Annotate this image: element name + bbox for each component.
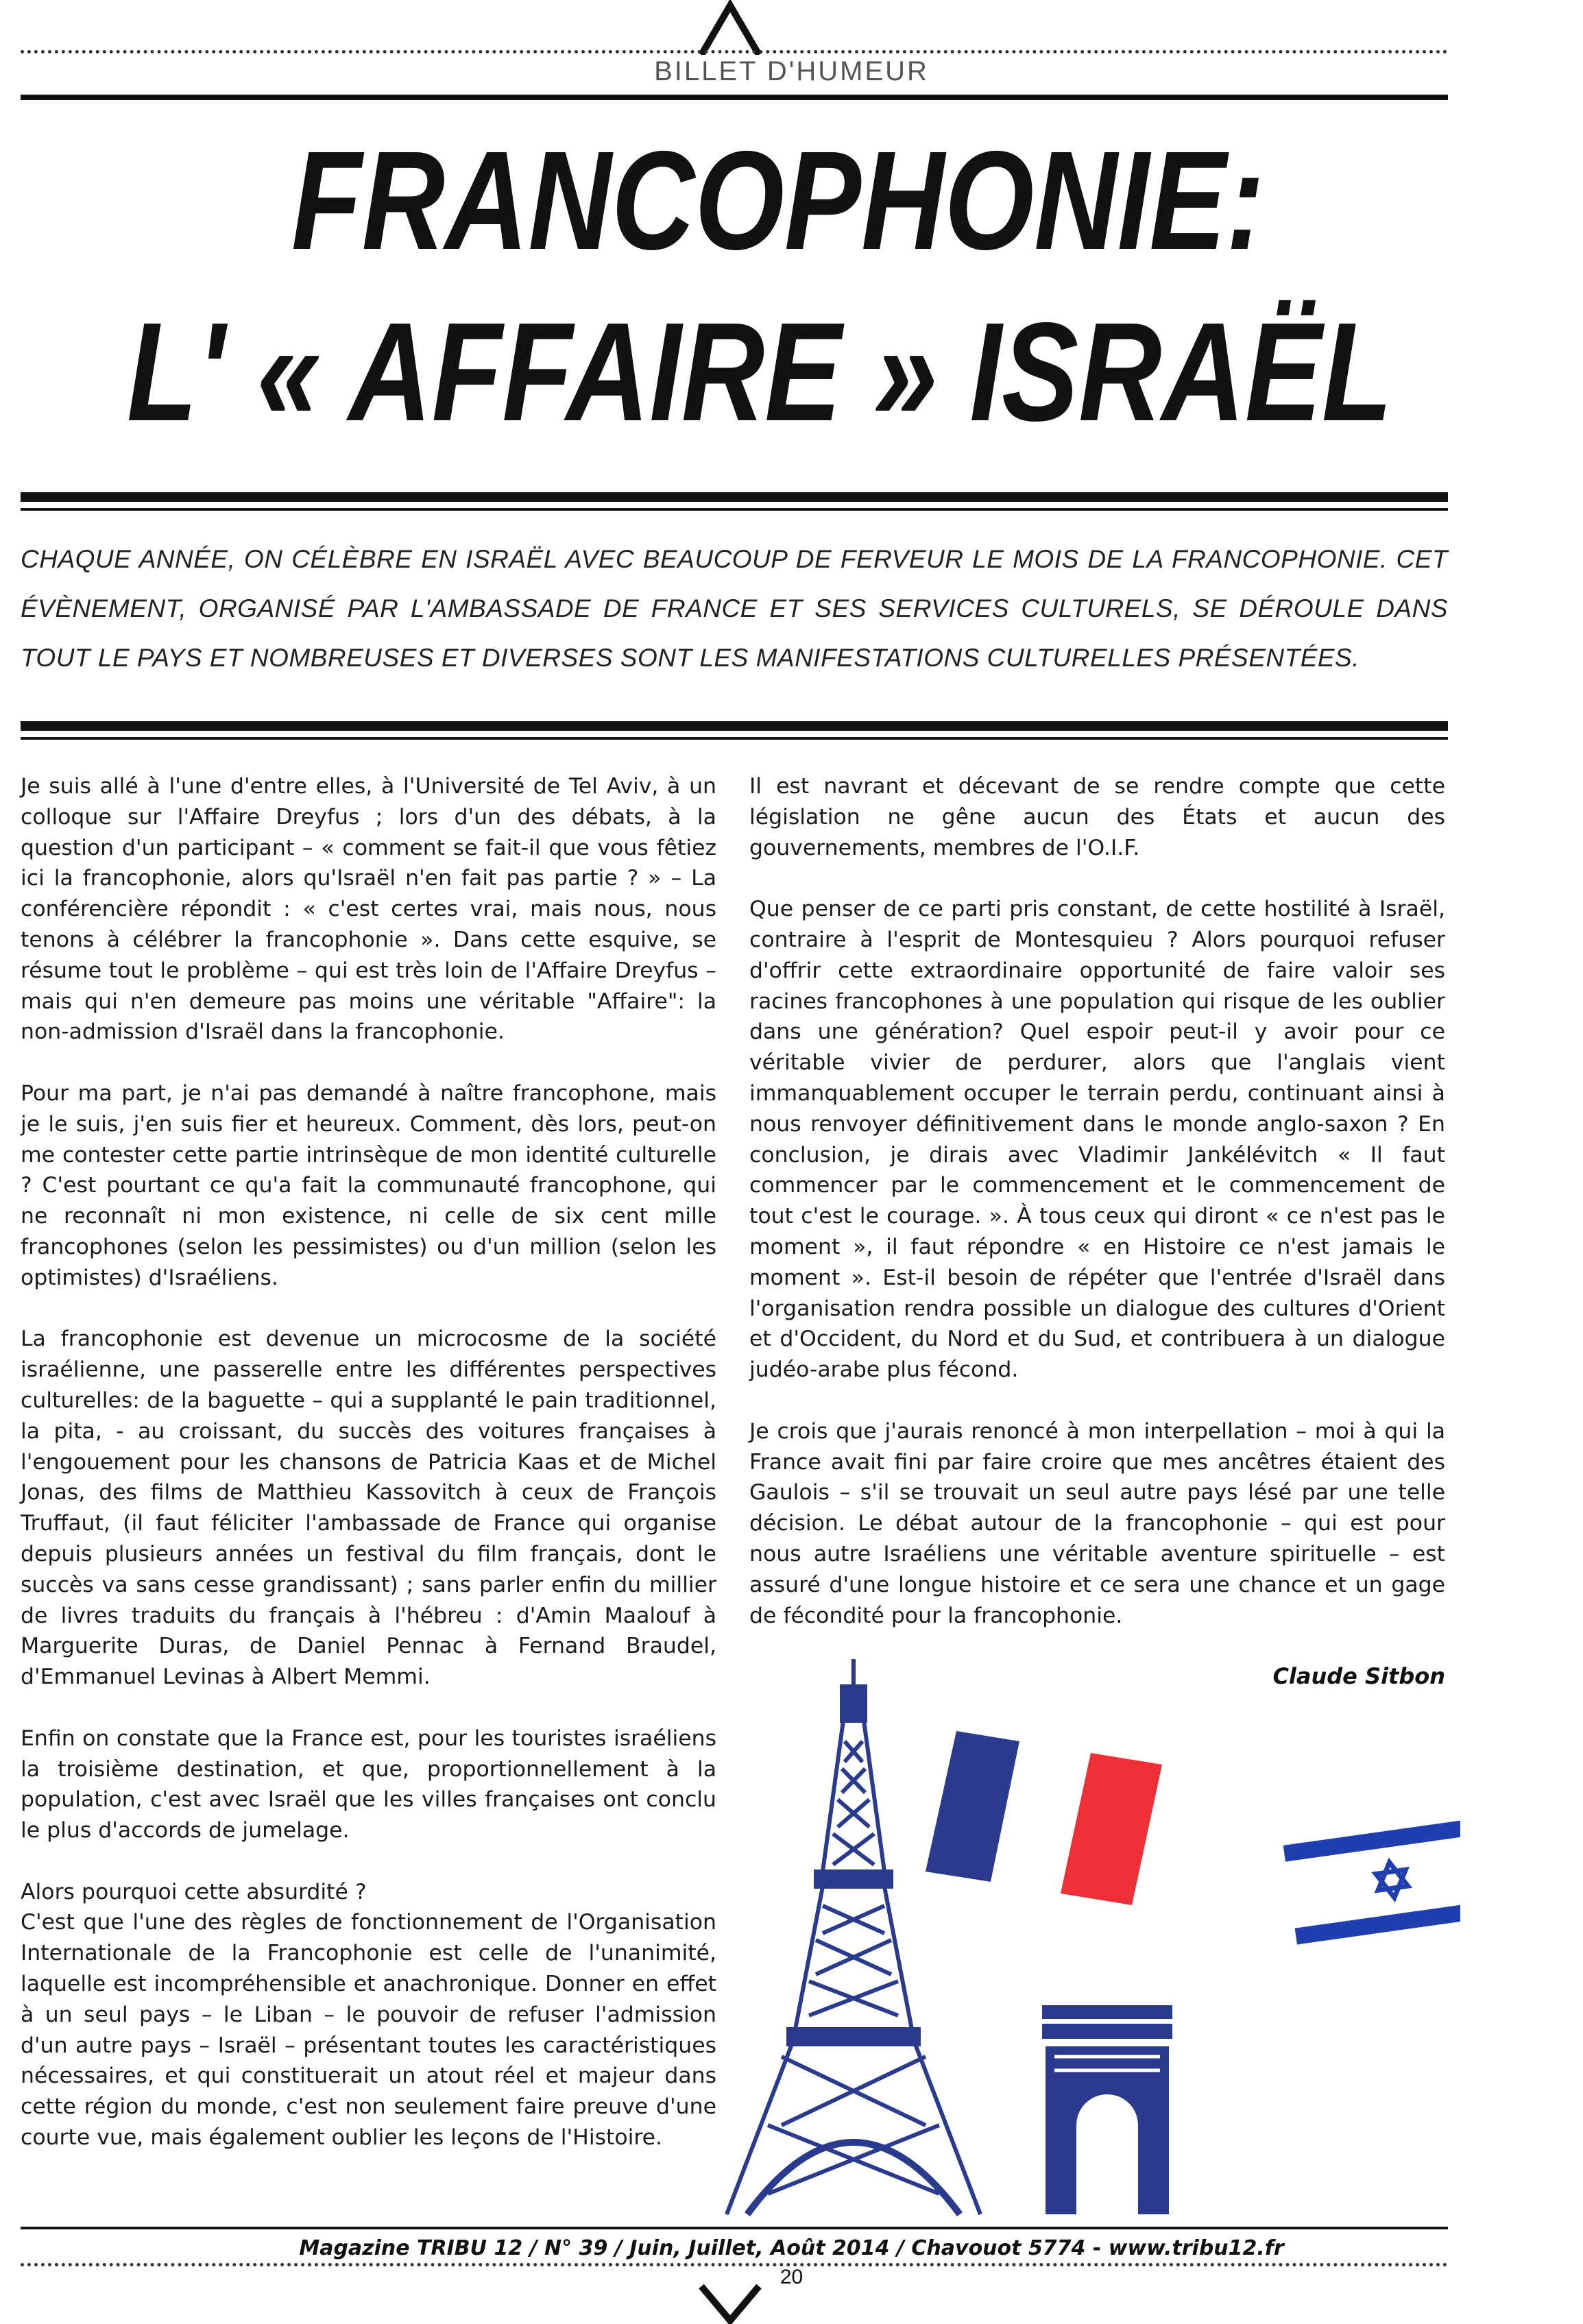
headline-line-1: FRANCOPHONIE:	[291, 122, 1265, 279]
headline-line-2: L' « AFFAIRE » ISRAËL	[127, 293, 1392, 450]
illustration	[720, 1645, 1460, 2228]
body-paragraph-question: Alors pourquoi cette absurdité ?	[21, 1879, 367, 1904]
body-paragraph: Je crois que j'aurais renoncé à mon interpellation – moi à qui la France avait fini par faire croire que mes ancêtres étaient des Gaulois – s'il se trouvait un seul autre pays lésé par une telle décision. Le débat autour de la francophonie – qui est pour nous autre Israéliens une véritable aventure spirituelle – est assuré d'une longue histoire et ce sera une chance et un gage de fécondité pour la francophonie.	[749, 1418, 1445, 1628]
israeli-flag-icon	[1282, 1808, 1460, 1952]
body-column-left	[21, 771, 716, 2184]
headline-rule-thick	[21, 492, 1448, 502]
headline-rule-thin	[21, 508, 1448, 511]
author-signature: Claude Sitbon	[1272, 1663, 1445, 1689]
lead-rule-thick	[21, 721, 1448, 731]
page-number: 20	[780, 2266, 803, 2288]
lead-paragraph: CHAQUE ANNÉE, ON CÉLÈBRE EN ISRAËL AVEC BEAUCOUP DE FERVEUR LE MOIS DE LA FRANCOPHONIE. CET ÉVÈNEMENT, ORGANISÉ PAR L'AMBASSADE DE FRANCE ET SES SERVICES CULTURELS, SE DÉROULE DANS TOUT LE PAYS ET NOMBREUSES ET DIVERSES SONT LES MANIFESTATIONS CULTURELLES PRÉSENTÉES.	[21, 545, 1448, 672]
french-flag-icon	[926, 1731, 1162, 1905]
body-paragraph: La francophonie est devenue un microcosme de la société israélienne, une passerelle entre les différentes perspectives culturelles: de la baguette – qui a supplanté le pain traditionnel, la pita, - au croissant, du succès des voitures françaises à l'engouement pour les chansons de Patricia Kaas et de Michel Jonas, des films de Matthieu Kassovitch à ceux de François Truffaut, (il faut féliciter l'ambassade de France qui organise depuis plusieurs années un festival du film français, dont le succès va sans cesse grandissant) ; sans parler enfin du millier de livres traduits du français à l'hébreu : d'Amin Maalouf à Marguerite Duras, de Daniel Pennac à Fernand Braudel, d'Emmanuel Levinas à Albert Memmi.	[21, 1327, 716, 1690]
top-chevron-ornament	[696, 0, 764, 55]
bottom-chevron-ornament	[696, 2283, 764, 2324]
lead-rule-thin	[21, 737, 1448, 740]
body-paragraph: Je suis allé à l'une d'entre elles, à l'Université de Tel Aviv, à un colloque sur l'Affaire Dreyfus ; lors d'un des débats, à la question d'un participant – « comment se fait-il que vous fêtiez ici la francophonie, alors qu'Israël n'en fait pas partie ? » – La conférencière répondit : « c'est certes vrai, mais nous, nous tenons à célébrer la francophonie ». Dans cette esquive, se résume tout le problème – qui est très loin de l'Affaire Dreyfus – mais qui n'en demeure pas moins une véritable "Affaire": la non-admission d'Israël dans la francophonie.	[21, 774, 716, 1045]
body-paragraph: C'est que l'une des règles de fonctionnement de l'Organisation Internationale de la Francophonie est celle de l'unanimité, laquelle est incompréhensible et anachronique. Donner en effet à un seul pays – le Liban – le pouvoir de refuser l'admission d'un autre pays – Israël – présentant toutes les caractéristiques nécessaires, et qui constituerait un atout réel et majeur dans cette région du monde, c'est non seulement faire preuve d'une courte vue, mais également oublier les leçons de l'Histoire.	[21, 1910, 716, 2151]
body-paragraph: Enfin on constate que la France est, pour les touristes israéliens la troisième destination, et que, proportionnellement à la population, c'est avec Israël que les villes françaises ont conclu le plus d'accords de jumelage.	[21, 1726, 716, 1843]
header-rule	[21, 95, 1448, 100]
footer-publication-info: Magazine TRIBU 12 / N° 39 / Juin, Juillet, Août 2014 / Chavouot 5774 - www.tribu12.fr	[299, 2236, 1284, 2260]
body-paragraph: Il est navrant et décevant de se rendre compte que cette législation ne gêne aucun des États et aucun des gouvernements, membres de l'O.I.F.	[749, 774, 1445, 860]
body-paragraph: Pour ma part, je n'ai pas demandé à naître francophone, mais je le suis, j'en suis fier et heureux. Comment, dès lors, peut-on me contester cette partie intrinsèque de mon identité culturelle ? C'est pourtant ce qu'a fait la communauté francophone, qui ne reconnaît ni mon existence, ni celle de six cent mille francophones (selon les pessimistes) ou d'un million (selon les optimistes) d'Israéliens.	[21, 1080, 716, 1290]
body-column-right	[749, 771, 1445, 1662]
arc-de-triomphe-icon	[1042, 2005, 1172, 2214]
footer-rule	[21, 2227, 1448, 2229]
top-dotted-rule	[21, 50, 1448, 53]
eiffel-tower-icon	[727, 1659, 980, 2214]
section-label: BILLET D'HUMEUR	[654, 56, 929, 86]
body-paragraph: Que penser de ce parti pris constant, de cette hostilité à Israël, contraire à l'esprit de Montesquieu ? Alors pourquoi refuser d'offrir cette extraordinaire opportunité de faire valoir ses racines francophones à une population qui risque de les oublier dans une génération? Quel espoir peut-il y avoir pour ce véritable vivier de perdurer, alors que l'anglais vient immanquablement occuper le terrain perdu, continuant ainsi à nous renvoyer définitivement dans le monde anglo-saxon ? En conclusion, je dirais avec Vladimir Jankélévitch « Il faut commencer par le commencement et le commencement de tout c'est le courage. ». À tous ceux qui diront « ce n'est pas le moment », il faut répondre « en Histoire ce n'est jamais le moment ». Est-il besoin de répéter que l'entrée d'Israël dans l'organisation rendra possible un dialogue des cultures d'Orient et d'Occident, du Nord et du Sud, et contribuera à un dialogue judéo-arabe plus fécond.	[749, 897, 1445, 1383]
